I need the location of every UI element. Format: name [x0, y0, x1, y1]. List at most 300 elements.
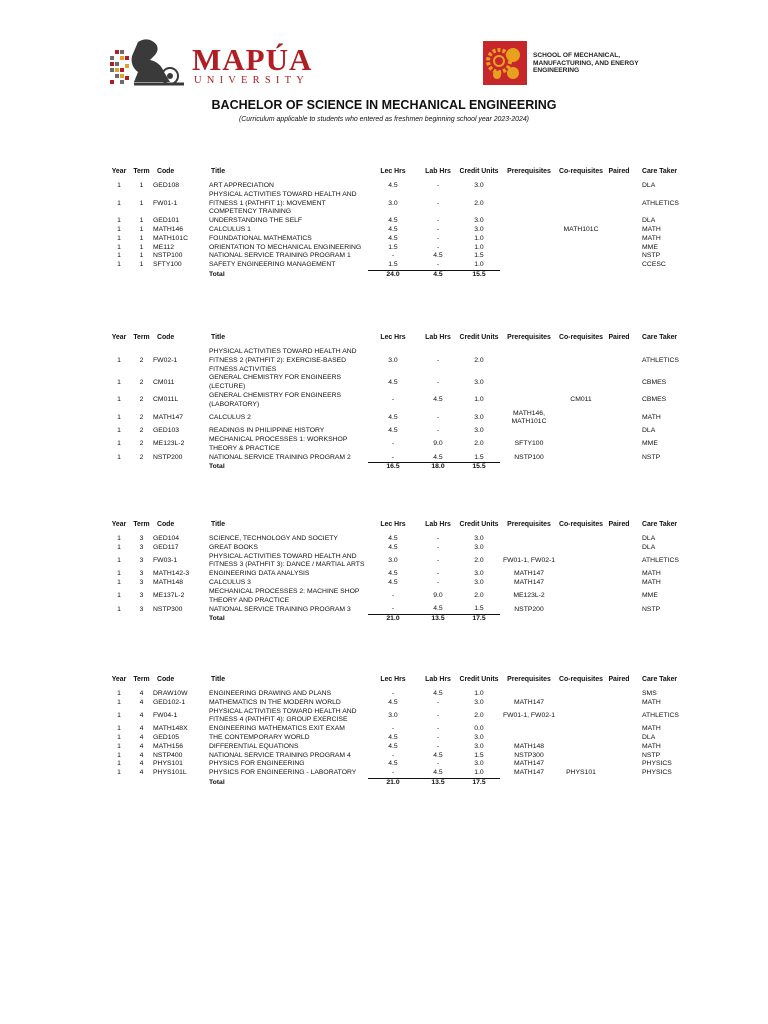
- header-row: [108, 513, 682, 535]
- course-lab: -: [436, 427, 440, 435]
- total-caretaker: [634, 463, 682, 472]
- course-title: PHYSICAL ACTIVITIES TOWARD HEALTH AND FITNESS 4 (PATHFIT 4): GROUP EXERCISE: [209, 707, 357, 724]
- course-prereq: [500, 191, 558, 217]
- total-credit: 15.5: [458, 270, 500, 279]
- course-caretaker: PHYSICS: [642, 760, 672, 768]
- course-term: 3: [139, 543, 144, 551]
- course-year: 1: [117, 356, 121, 364]
- course-code: MATH148X: [153, 725, 188, 733]
- course-lec: -: [391, 690, 395, 697]
- course-term: 4: [139, 711, 144, 719]
- course-row: [108, 235, 682, 244]
- course-lab: 4.5: [433, 252, 443, 260]
- course-lab: -: [436, 356, 440, 364]
- course-title: UNDERSTANDING THE SELF: [209, 217, 303, 225]
- course-caretaker: MATH: [642, 742, 661, 750]
- course-prereq: [500, 427, 558, 436]
- course-prereq: [500, 734, 558, 743]
- course-code: MATH148: [153, 578, 184, 586]
- course-prereq: [500, 235, 558, 244]
- course-lab: -: [436, 535, 440, 542]
- course-credit: 1.0: [474, 261, 484, 269]
- course-code: DRAW10W: [153, 690, 188, 697]
- course-coreq: [558, 725, 604, 734]
- course-coreq: [558, 734, 604, 743]
- total-paired: [604, 778, 634, 787]
- course-paired: [604, 544, 634, 553]
- course-coreq: [558, 544, 604, 553]
- course-coreq: [558, 252, 604, 261]
- course-paired: [604, 436, 634, 454]
- course-caretaker: MATH: [642, 698, 661, 706]
- course-row: [108, 191, 682, 217]
- course-coreq: [558, 182, 604, 191]
- course-lec: -: [391, 440, 395, 448]
- course-year: 1: [117, 427, 121, 435]
- course-lec: 4.5: [388, 742, 398, 750]
- course-title: MECHANICAL PROCESSES 1: WORKSHOP THEORY & PRACTICE: [209, 435, 348, 452]
- course-term: 4: [139, 760, 144, 768]
- column-header-lab: Lab Hrs: [425, 520, 451, 528]
- course-term: 3: [139, 578, 144, 586]
- total-prereq: [500, 463, 558, 472]
- course-row: [108, 348, 682, 374]
- course-credit: 1.0: [474, 769, 484, 777]
- column-header-code: Code: [157, 333, 175, 341]
- course-credit: 1.5: [474, 751, 484, 759]
- column-header-coreq: Co-requisites: [558, 333, 604, 341]
- course-lec: 4.5: [388, 182, 398, 189]
- course-paired: [604, 605, 634, 614]
- course-paired: [604, 734, 634, 743]
- course-lab: -: [436, 199, 440, 207]
- course-caretaker: MATH: [642, 225, 661, 233]
- course-row: [108, 752, 682, 761]
- course-term: 4: [139, 698, 144, 706]
- course-prereq: MATH147: [513, 769, 545, 777]
- course-prereq: MATH147: [513, 578, 545, 586]
- course-year: 1: [117, 378, 121, 386]
- course-lab: 4.5: [433, 690, 443, 697]
- course-term: 4: [139, 769, 144, 777]
- column-header-coreq: Co-requisites: [558, 520, 604, 528]
- course-year: 1: [117, 570, 121, 578]
- course-caretaker: CCESC: [642, 261, 666, 269]
- column-header-code: Code: [157, 167, 175, 175]
- course-lec: 4.5: [388, 413, 398, 421]
- course-prereq: MATH146, MATH101C: [511, 409, 547, 426]
- course-caretaker: MME: [642, 592, 658, 600]
- course-code: FW04-1: [153, 711, 178, 719]
- column-header-term: Term: [133, 675, 150, 683]
- course-lec: 4.5: [388, 535, 398, 542]
- course-lab: -: [436, 578, 440, 586]
- column-header-term: Term: [133, 333, 150, 341]
- course-lab: 4.5: [433, 453, 443, 461]
- course-prereq: NSTP300: [514, 751, 544, 759]
- total-term: [130, 615, 153, 624]
- course-lab: -: [436, 725, 440, 733]
- course-lec: 4.5: [388, 733, 398, 741]
- course-row: [108, 217, 682, 226]
- course-term: 3: [139, 570, 144, 578]
- total-lab: 18.0: [418, 463, 458, 472]
- course-prereq: [500, 226, 558, 235]
- total-title: Total: [209, 614, 225, 622]
- total-paired: [604, 463, 634, 472]
- course-caretaker: NSTP: [642, 453, 661, 461]
- university-subtitle: UNIVERSITY: [194, 75, 309, 86]
- total-caretaker: [634, 615, 682, 624]
- course-prereq: [500, 544, 558, 553]
- course-code: NSTP100: [153, 252, 183, 260]
- course-lab: 4.5: [433, 605, 443, 613]
- course-term: 4: [139, 725, 144, 733]
- course-coreq: [558, 235, 604, 244]
- total-lab: 4.5: [418, 270, 458, 279]
- course-paired: [604, 579, 634, 588]
- course-lec: 3.0: [388, 199, 398, 207]
- course-prereq: ME123L-2: [513, 592, 545, 600]
- course-title: NATIONAL SERVICE TRAINING PROGRAM 1: [209, 252, 351, 260]
- course-code: MATH142-3: [153, 570, 190, 578]
- course-row: [108, 708, 682, 726]
- course-caretaker: DLA: [642, 427, 656, 435]
- course-row: [108, 570, 682, 579]
- course-title: ORIENTATION TO MECHANICAL ENGINEERING: [209, 243, 362, 251]
- total-code: [153, 463, 209, 472]
- course-year: 1: [117, 182, 121, 189]
- course-credit: 3.0: [474, 543, 484, 551]
- total-lec: 24.0: [368, 270, 418, 279]
- course-coreq: [558, 436, 604, 454]
- course-title: GENERAL CHEMISTRY FOR ENGINEERS (LECTURE): [209, 374, 342, 391]
- total-paired: [604, 615, 634, 624]
- column-header-year: Year: [111, 167, 127, 175]
- course-lec: -: [391, 605, 395, 613]
- course-title: SAFETY ENGINEERING MANAGEMENT: [209, 261, 336, 269]
- total-lec: 16.5: [368, 463, 418, 472]
- course-prereq: [500, 348, 558, 374]
- course-row: [108, 454, 682, 463]
- course-row: [108, 544, 682, 553]
- course-term: 2: [139, 453, 144, 461]
- course-coreq: PHYS101: [566, 769, 596, 777]
- course-coreq: [558, 760, 604, 769]
- course-prereq: [500, 690, 558, 699]
- course-paired: [604, 570, 634, 579]
- column-header-lec: Lec Hrs: [380, 333, 406, 341]
- course-code: GED102-1: [153, 698, 186, 706]
- course-title: READINGS IN PHILIPPINE HISTORY: [209, 427, 325, 435]
- course-year: 1: [117, 225, 121, 233]
- term-table-1: [108, 160, 682, 280]
- course-prereq: [500, 217, 558, 226]
- course-code: NSTP400: [153, 751, 183, 759]
- total-term: [130, 270, 153, 279]
- course-paired: [604, 725, 634, 734]
- header-row: [108, 160, 682, 182]
- course-coreq: [558, 699, 604, 708]
- course-title: NATIONAL SERVICE TRAINING PROGRAM 4: [209, 751, 351, 759]
- course-year: 1: [117, 769, 121, 777]
- course-year: 1: [117, 698, 121, 706]
- column-header-code: Code: [157, 520, 175, 528]
- course-prereq: FW01-1, FW02-1: [502, 711, 556, 719]
- course-code: GED104: [153, 535, 180, 542]
- course-year: 1: [117, 605, 121, 613]
- course-credit: 3.0: [474, 535, 484, 542]
- course-lab: -: [436, 378, 440, 386]
- course-caretaker: PHYSICS: [642, 769, 672, 777]
- course-title: ENGINEERING MATHEMATICS EXIT EXAM: [209, 725, 345, 733]
- course-year: 1: [117, 543, 121, 551]
- course-lab: -: [436, 760, 440, 768]
- course-lec: -: [391, 751, 395, 759]
- course-caretaker: DLA: [642, 182, 656, 189]
- course-lec: 4.5: [388, 760, 398, 768]
- course-lec: -: [391, 725, 395, 733]
- course-paired: [604, 252, 634, 261]
- course-year: 1: [117, 535, 121, 542]
- total-prereq: [500, 270, 558, 279]
- total-code: [153, 778, 209, 787]
- total-credit: 15.5: [458, 463, 500, 472]
- course-term: 3: [139, 605, 144, 613]
- column-header-paired: Paired: [608, 333, 630, 341]
- course-code: GED101: [153, 217, 180, 225]
- course-lec: -: [391, 769, 395, 777]
- total-year: [108, 270, 130, 279]
- course-year: 1: [117, 711, 121, 719]
- course-lab: -: [436, 698, 440, 706]
- course-term: 1: [139, 243, 144, 251]
- course-credit: 1.5: [474, 252, 484, 260]
- course-lab: -: [436, 261, 440, 269]
- course-lec: -: [391, 252, 395, 260]
- course-row: [108, 182, 682, 191]
- course-lec: 4.5: [388, 217, 398, 225]
- course-prereq: [500, 244, 558, 253]
- course-credit: 2.0: [474, 711, 484, 719]
- course-term: 4: [139, 751, 144, 759]
- course-coreq: [558, 261, 604, 270]
- course-code: FW02-1: [153, 356, 178, 364]
- course-credit: 3.0: [474, 570, 484, 578]
- course-row: [108, 436, 682, 454]
- course-paired: [604, 374, 634, 392]
- course-title: PHYSICS FOR ENGINEERING: [209, 760, 305, 768]
- column-header-credit: Credit Units: [459, 520, 499, 528]
- course-year: 1: [117, 725, 121, 733]
- course-prereq: [500, 725, 558, 734]
- term-table-3: [108, 513, 682, 624]
- course-year: 1: [117, 234, 121, 242]
- total-prereq: [500, 778, 558, 787]
- course-prereq: MATH147: [513, 698, 545, 706]
- course-lab: 9.0: [433, 592, 443, 600]
- course-lec: 4.5: [388, 378, 398, 386]
- course-paired: [604, 690, 634, 699]
- total-credit: 17.5: [458, 615, 500, 624]
- header-row: [108, 668, 682, 690]
- school-logo: [483, 41, 639, 85]
- total-year: [108, 615, 130, 624]
- column-header-lab: Lab Hrs: [425, 333, 451, 341]
- course-caretaker: DLA: [642, 543, 656, 551]
- column-header-prereq: Prerequisites: [507, 167, 551, 175]
- course-title: CALCULUS 1: [209, 225, 251, 233]
- course-paired: [604, 769, 634, 778]
- total-year: [108, 778, 130, 787]
- course-lec: 4.5: [388, 578, 398, 586]
- course-prereq: [500, 535, 558, 544]
- course-paired: [604, 553, 634, 571]
- course-code: SFTY100: [153, 261, 182, 269]
- course-credit: 2.0: [474, 199, 484, 207]
- total-lec: 21.0: [368, 615, 418, 624]
- course-coreq: [558, 217, 604, 226]
- course-paired: [604, 348, 634, 374]
- course-code: MATH147: [153, 413, 184, 421]
- column-header-lec: Lec Hrs: [380, 520, 406, 528]
- course-paired: [604, 760, 634, 769]
- course-coreq: [558, 579, 604, 588]
- column-header-coreq: Co-requisites: [558, 167, 604, 175]
- total-year: [108, 463, 130, 472]
- total-coreq: [558, 615, 604, 624]
- course-lec: 4.5: [388, 570, 398, 578]
- course-caretaker: ATHLETICS: [642, 356, 679, 364]
- course-term: 1: [139, 261, 144, 269]
- course-year: 1: [117, 440, 121, 448]
- course-code: CM011: [153, 378, 175, 386]
- course-lec: 4.5: [388, 698, 398, 706]
- course-code: ME112: [153, 243, 175, 251]
- course-credit: 2.0: [474, 556, 484, 564]
- column-header-year: Year: [111, 520, 127, 528]
- course-row: [108, 579, 682, 588]
- course-caretaker: MATH: [642, 234, 661, 242]
- course-term: 1: [139, 182, 144, 189]
- course-code: FW03-1: [153, 556, 178, 564]
- course-title: FOUNDATIONAL MATHEMATICS: [209, 234, 312, 242]
- course-row: [108, 427, 682, 436]
- total-coreq: [558, 778, 604, 787]
- course-year: 1: [117, 556, 121, 564]
- course-year: 1: [117, 690, 121, 697]
- course-row: [108, 769, 682, 778]
- total-paired: [604, 270, 634, 279]
- course-term: 2: [139, 413, 144, 421]
- course-caretaker: MME: [642, 440, 658, 448]
- course-code: PHYS101: [153, 760, 183, 768]
- course-row: [108, 374, 682, 392]
- course-row: [108, 588, 682, 606]
- course-coreq: [558, 605, 604, 614]
- course-term: 1: [139, 217, 144, 225]
- course-row: [108, 252, 682, 261]
- course-credit: 3.0: [474, 427, 484, 435]
- course-code: ME123L-2: [153, 440, 185, 448]
- total-lab: 13.5: [418, 615, 458, 624]
- course-term: 2: [139, 378, 144, 386]
- course-title: PHYSICAL ACTIVITIES TOWARD HEALTH AND FITNESS 3 (PATHFIT 3): DANCE / MARTIAL ARTS: [209, 552, 365, 569]
- course-lec: 3.0: [388, 356, 398, 364]
- course-lec: -: [391, 592, 395, 600]
- total-code: [153, 270, 209, 279]
- course-code: PHYS101L: [153, 769, 187, 777]
- course-lab: 9.0: [433, 440, 443, 448]
- course-credit: 1.0: [474, 690, 484, 697]
- course-row: [108, 553, 682, 571]
- course-title: ENGINEERING DRAWING AND PLANS: [209, 690, 332, 697]
- course-title: GREAT BOOKS: [209, 543, 258, 551]
- course-year: 1: [117, 760, 121, 768]
- column-header-title: Title: [211, 675, 226, 683]
- course-row: [108, 392, 682, 410]
- course-paired: [604, 191, 634, 217]
- course-paired: [604, 410, 634, 428]
- total-prereq: [500, 615, 558, 624]
- column-header-credit: Credit Units: [459, 675, 499, 683]
- course-row: [108, 734, 682, 743]
- course-paired: [604, 454, 634, 463]
- column-header-lec: Lec Hrs: [380, 675, 406, 683]
- total-term: [130, 778, 153, 787]
- course-credit: 3.0: [474, 733, 484, 741]
- course-prereq: MATH148: [513, 742, 545, 750]
- column-header-lec: Lec Hrs: [380, 167, 406, 175]
- course-term: 2: [139, 356, 144, 364]
- course-credit: 2.0: [474, 356, 484, 364]
- course-coreq: [558, 743, 604, 752]
- total-row: [108, 615, 682, 624]
- course-coreq: [558, 690, 604, 699]
- course-credit: 1.5: [474, 605, 484, 613]
- course-code: MATH146: [153, 225, 184, 233]
- course-lab: -: [436, 570, 440, 578]
- column-header-credit: Credit Units: [459, 167, 499, 175]
- course-year: 1: [117, 252, 121, 260]
- column-header-year: Year: [111, 675, 127, 683]
- course-lab: -: [436, 556, 440, 564]
- total-title: Total: [209, 270, 225, 278]
- course-row: [108, 244, 682, 253]
- column-header-prereq: Prerequisites: [507, 520, 551, 528]
- course-credit: 2.0: [474, 592, 484, 600]
- course-coreq: [558, 535, 604, 544]
- course-term: 1: [139, 199, 144, 207]
- column-header-term: Term: [133, 167, 150, 175]
- course-year: 1: [117, 751, 121, 759]
- page-title: BACHELOR OF SCIENCE IN MECHANICAL ENGINEERING: [211, 98, 557, 112]
- course-credit: 3.0: [474, 742, 484, 750]
- course-credit: 3.0: [474, 760, 484, 768]
- course-title: THE CONTEMPORARY WORLD: [209, 733, 310, 741]
- course-caretaker: CBMES: [642, 396, 667, 404]
- course-code: GED103: [153, 427, 180, 435]
- course-code: NSTP300: [153, 605, 183, 613]
- course-lab: -: [436, 217, 440, 225]
- course-row: [108, 760, 682, 769]
- course-lec: 1.5: [388, 243, 398, 251]
- course-coreq: [558, 427, 604, 436]
- course-credit: 1.0: [474, 243, 484, 251]
- course-code: CM011L: [153, 396, 179, 404]
- course-paired: [604, 752, 634, 761]
- total-title: Total: [209, 778, 225, 786]
